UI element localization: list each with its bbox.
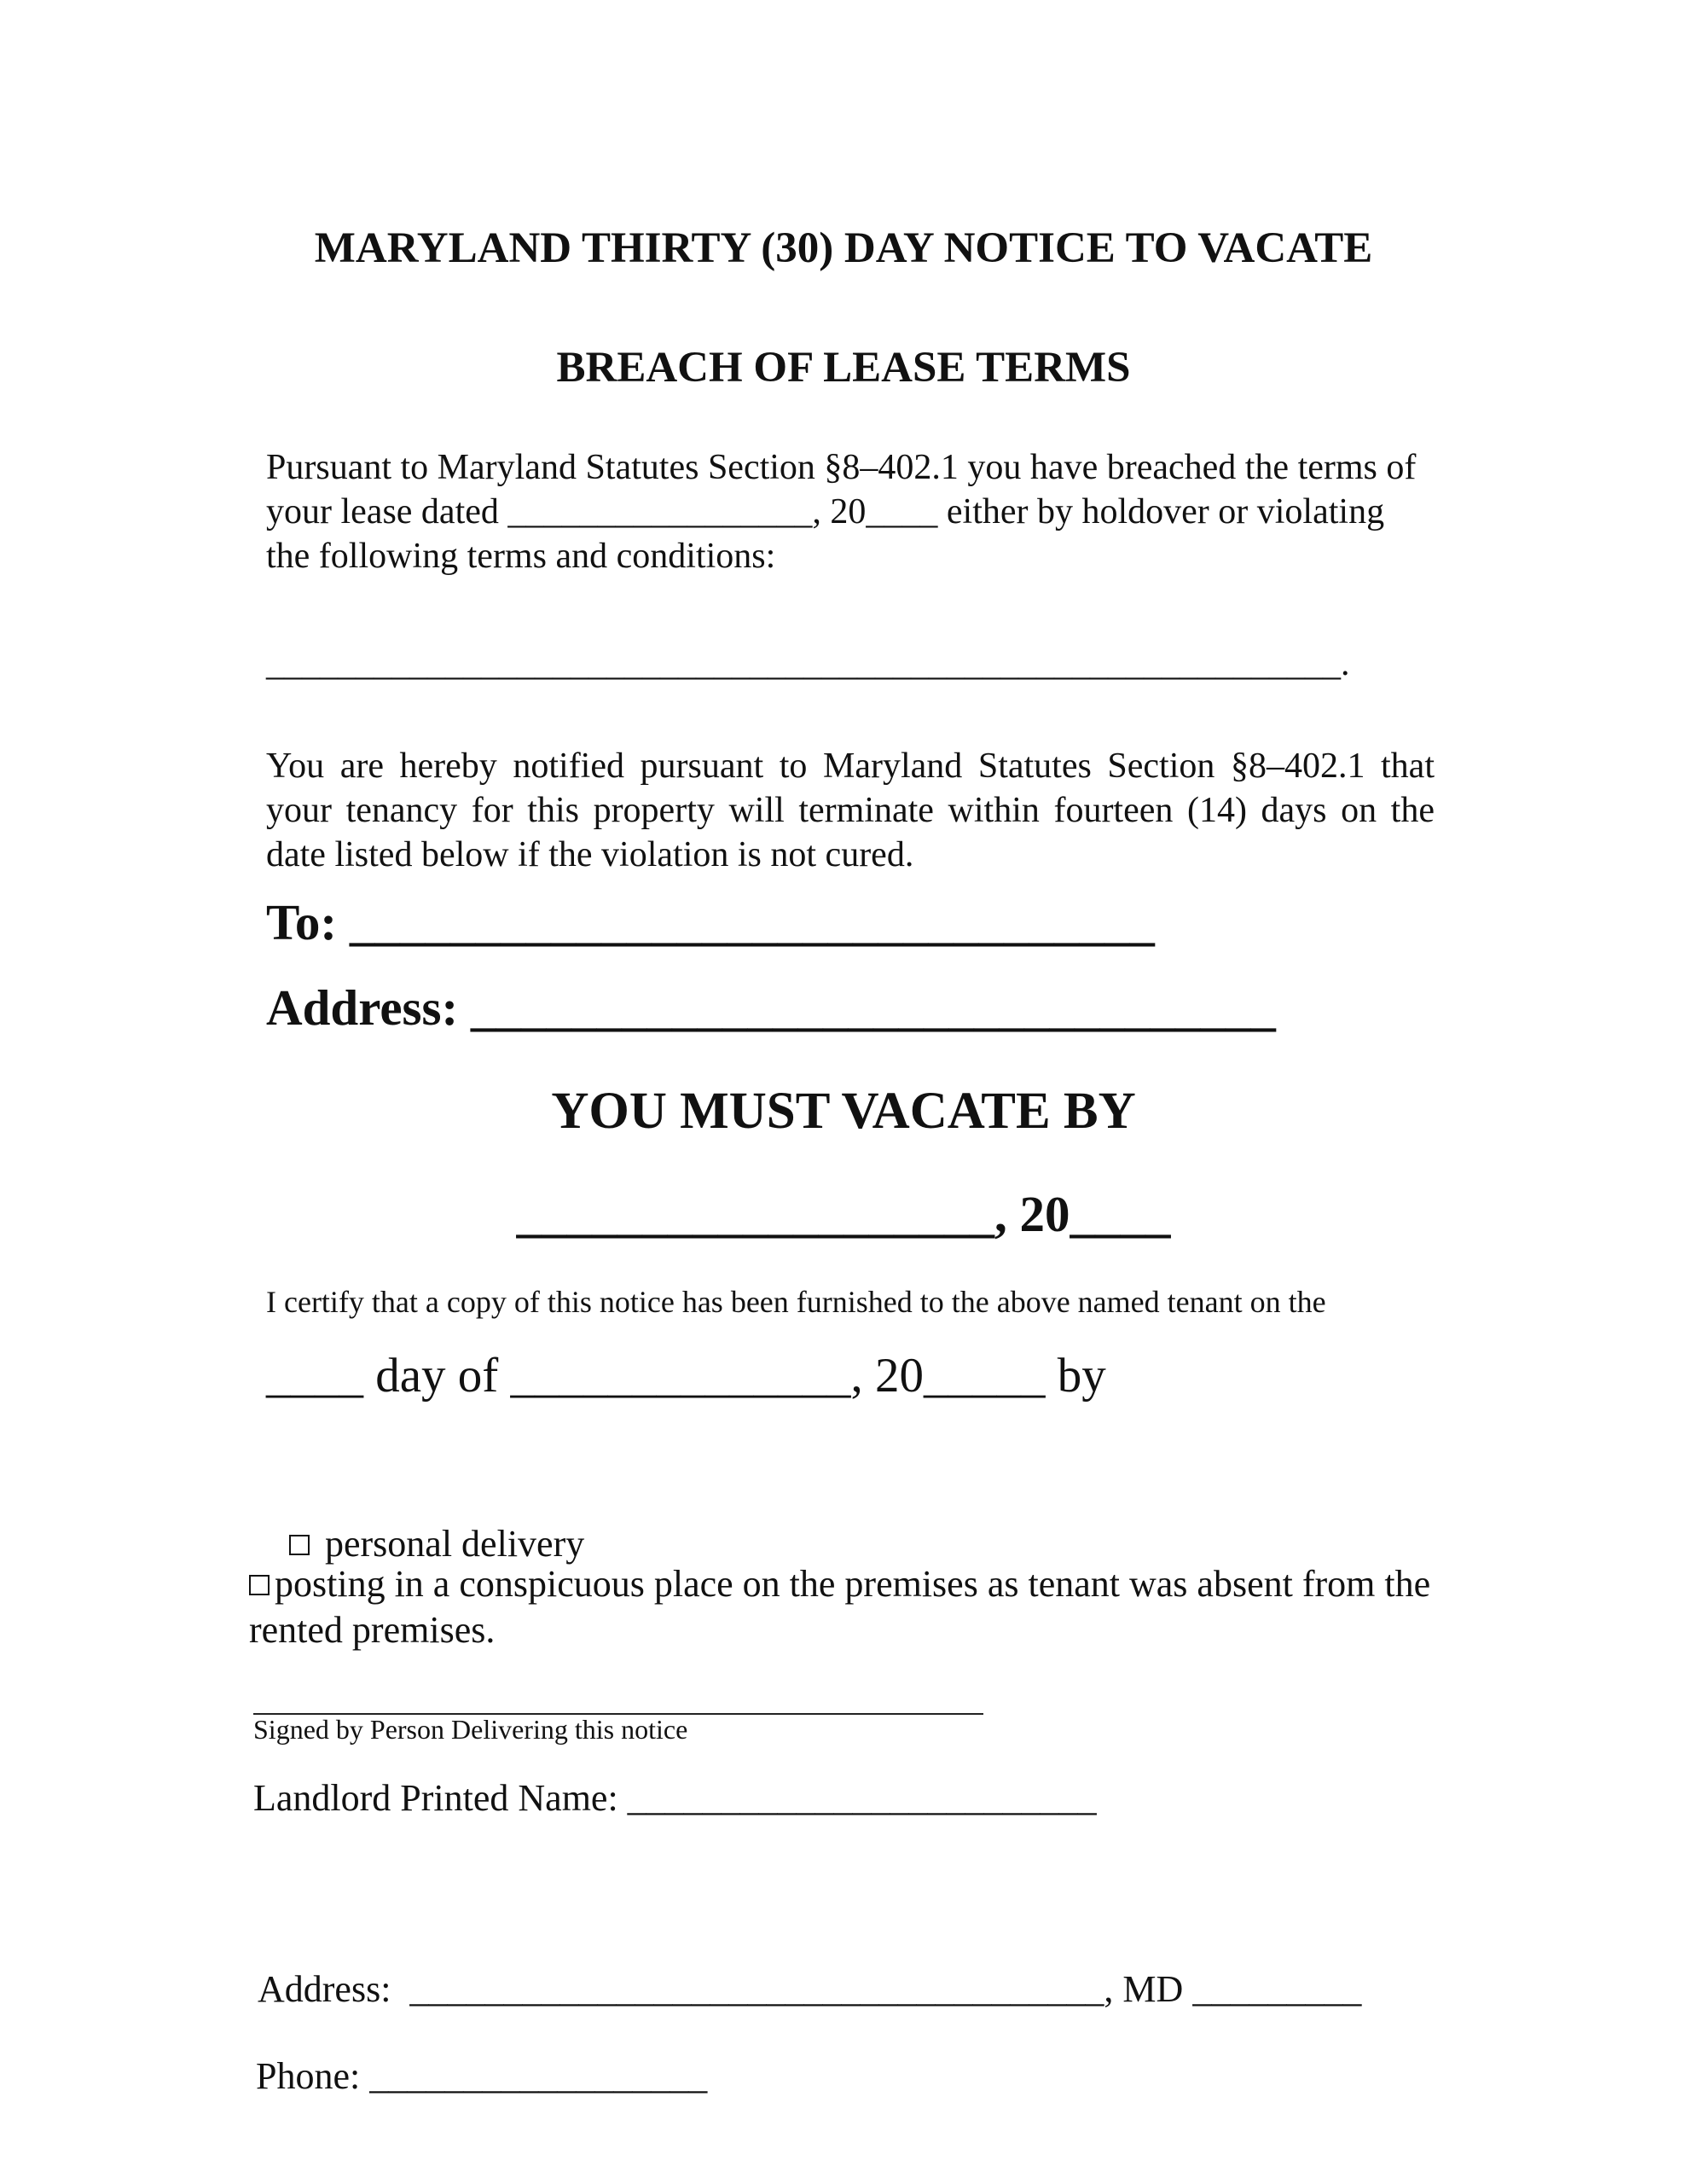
landlord-phone-line: Phone: __________________ (256, 2055, 708, 2097)
to-line: To: ________________________________ (266, 894, 1155, 950)
notice-paragraph: You are hereby notified pursuant to Maryland Statutes Section §8–402.1 that your tenancy for this property will terminate within fourteen (14) days on the date listed below if the violation is not cured. (266, 746, 1435, 874)
landlord-name-line: Landlord Printed Name: _________________________ (253, 1777, 1097, 1819)
breach-paragraph: Pursuant to Maryland Statutes Section §8–402.1 you have breached the terms of your lease dated _________________, 20____ either by holdover or violating the following terms and conditions: (266, 448, 1417, 576)
checkbox-personal-delivery[interactable] (289, 1535, 310, 1555)
service-day-line: ____ day of ______________, 20_____ by (266, 1349, 1106, 1403)
signature-caption: Signed by Person Delivering this notice (253, 1714, 688, 1745)
document-title: MARYLAND THIRTY (30) DAY NOTICE TO VACATE (314, 224, 1373, 272)
checkbox-posting[interactable] (249, 1575, 270, 1595)
address-line: Address: ________________________________ (266, 979, 1276, 1036)
landlord-address-line: Address: _____________________________________, MD _________ (258, 1968, 1362, 2010)
vacate-heading: YOU MUST VACATE BY (551, 1083, 1136, 1140)
vacate-date-line: ___________________, 20____ (516, 1186, 1171, 1242)
option-posting-label: posting in a conspicuous place on the premises as tenant was absent from the rented premises. (249, 1563, 1431, 1651)
option-posting (249, 1561, 1435, 1653)
document-subtitle: BREACH OF LEASE TERMS (556, 344, 1131, 392)
certify-text: I certify that a copy of this notice has been furnished to the above named tenant on the (266, 1285, 1326, 1319)
option-personal-label: personal delivery (325, 1523, 585, 1565)
terms-blank-line: ____________________________________________________________. (266, 644, 1350, 683)
